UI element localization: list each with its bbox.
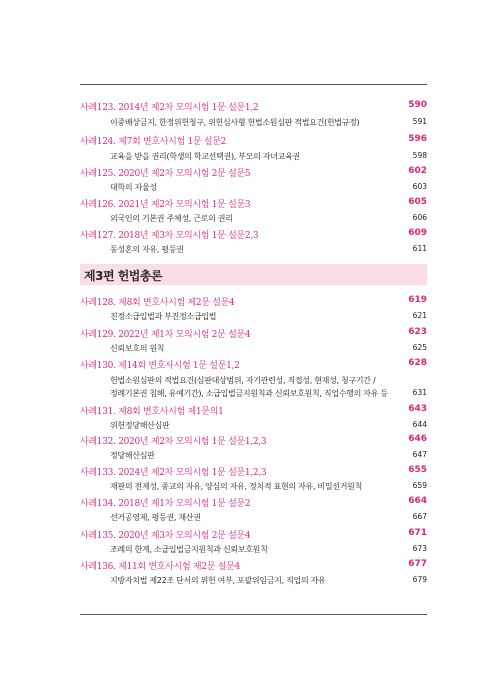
case-title[interactable]: 사례134. 2018년 제1차 모의시험 1문 설문2 — [80, 499, 251, 509]
toc-entry[interactable] — [80, 197, 427, 227]
topic-page-number: 598 — [412, 151, 427, 160]
toc-entry[interactable] — [80, 134, 427, 164]
topic-page-number: 606 — [412, 213, 427, 222]
case-title[interactable]: 사례135. 2020년 제3차 모의시험 2문 설문4 — [80, 531, 251, 541]
topic-page-number: 621 — [412, 311, 427, 320]
case-title[interactable]: 사례128. 제8회 변호사시험 제2문 설문4 — [80, 298, 235, 308]
case-page-number: 628 — [408, 358, 427, 368]
case-title[interactable]: 사례124. 제7회 변호사시험 1문 설문2 — [80, 137, 227, 147]
section-header — [80, 264, 427, 285]
topic-text: 이중배상금지, 한정위헌청구, 위헌심사형 헌법소원심판 적법요건(헌법규정) — [110, 118, 360, 127]
topic-text: 조례의 한계, 소급입법금지원칙과 신뢰보호원칙 — [110, 545, 268, 554]
case-page-number: 623 — [408, 327, 427, 337]
case-page-number: 609 — [408, 228, 427, 238]
topic-text: 대학의 자율성 — [110, 183, 157, 192]
case-page-number: 646 — [408, 434, 427, 444]
topic-text: 정례기본권 침해, 유예기간), 소급입법금지원칙과 신뢰보호원칙, 직업수행의 자유 등 — [110, 389, 388, 398]
topic-page-number: 603 — [412, 182, 427, 191]
toc-entry[interactable] — [80, 496, 427, 526]
topic-page-number: 647 — [412, 450, 427, 459]
case-title[interactable]: 사례133. 2024년 제2차 모의시험 1문 설문1,2,3 — [80, 468, 267, 478]
topic-text: 교육을 받을 권리(학생의 학교선택권), 부모의 자녀교육권 — [110, 152, 300, 161]
topic-text: 신뢰보호의 원칙 — [110, 344, 165, 353]
toc-entry[interactable] — [80, 295, 427, 325]
bottom-rule — [80, 614, 427, 615]
toc-entry[interactable] — [80, 434, 427, 464]
case-title[interactable]: 사례136. 제11회 변호사시험 제2문 설문4 — [80, 562, 240, 572]
case-page-number: 664 — [408, 496, 427, 506]
case-page-number: 605 — [408, 197, 427, 207]
case-title[interactable]: 사례129. 2022년 제1차 모의시험 2문 설문4 — [80, 330, 251, 340]
case-page-number: 596 — [408, 134, 427, 144]
toc-entry[interactable] — [80, 404, 427, 434]
toc-entry[interactable] — [80, 559, 427, 589]
topic-page-number: 591 — [412, 117, 427, 126]
topic-page-number: 644 — [412, 420, 427, 429]
toc-entry[interactable] — [80, 228, 427, 258]
case-title[interactable]: 사례125. 2020년 제2차 모의시험 2문 설문5 — [80, 169, 251, 179]
top-rule — [80, 84, 427, 85]
case-title[interactable]: 사례126. 2021년 제2차 모의시험 1문 설문3 — [80, 200, 251, 210]
topic-text: 지방자치법 제22조 단서의 위헌 여부, 포괄위임금지, 직업의 자유 — [110, 576, 326, 585]
topic-page-number: 659 — [412, 481, 427, 490]
case-page-number: 671 — [408, 528, 427, 538]
topic-page-number: 625 — [412, 343, 427, 352]
toc-entry[interactable] — [80, 465, 427, 495]
toc-entry[interactable] — [80, 166, 427, 196]
topic-text: 외국인의 기본권 주체성, 근로의 권리 — [110, 214, 233, 223]
toc-entry[interactable] — [80, 358, 427, 402]
topic-text: 선거공영제, 평등권, 재산권 — [110, 513, 201, 522]
case-title[interactable]: 사례131. 제8회 변호사시험 제1문의1 — [80, 407, 224, 417]
topic-text: 정당해산심판 — [110, 451, 155, 460]
case-page-number: 643 — [408, 404, 427, 414]
toc-entry[interactable] — [80, 327, 427, 357]
case-page-number: 655 — [408, 465, 427, 475]
topic-page-number: 667 — [412, 512, 427, 521]
topic-text: 헌법소원심판의 적법요건(심판대상범위, 자기관련성, 직접성, 현재성, 청구기간 / — [110, 376, 376, 385]
section-title: 제3편 헌법총론 — [84, 269, 163, 283]
topic-text: 동성혼의 자유, 평등권 — [110, 245, 184, 254]
case-page-number: 677 — [408, 559, 427, 569]
topic-page-number: 611 — [412, 244, 427, 253]
toc-entry[interactable] — [80, 528, 427, 558]
topic-page-number: 631 — [412, 388, 427, 397]
topic-page-number: 673 — [412, 544, 427, 553]
case-title[interactable]: 사례130. 제14회 변호사시험 1문 설문1,2 — [80, 361, 240, 371]
topic-text: 진정소급입법과 부진정소급입법 — [110, 312, 217, 321]
case-title[interactable]: 사례123. 2014년 제2차 모의시험 1문 설문1,2 — [80, 103, 259, 113]
topic-text: 재판의 전제성, 종교의 자유, 양심의 자유, 정치적 표현의 자유, 비밀선거원칙 — [110, 482, 362, 491]
topic-page-number: 679 — [412, 575, 427, 584]
case-page-number: 602 — [408, 166, 427, 176]
topic-text: 위헌정당해산심판 — [110, 421, 170, 430]
case-title[interactable]: 사례127. 2018년 제3차 모의시험 1문 설문2,3 — [80, 231, 259, 241]
case-title[interactable]: 사례132. 2020년 제2차 모의시험 1문 설문1,2,3 — [80, 437, 267, 447]
case-page-number: 590 — [408, 100, 427, 110]
case-page-number: 619 — [408, 295, 427, 305]
toc-entry[interactable] — [80, 100, 427, 130]
